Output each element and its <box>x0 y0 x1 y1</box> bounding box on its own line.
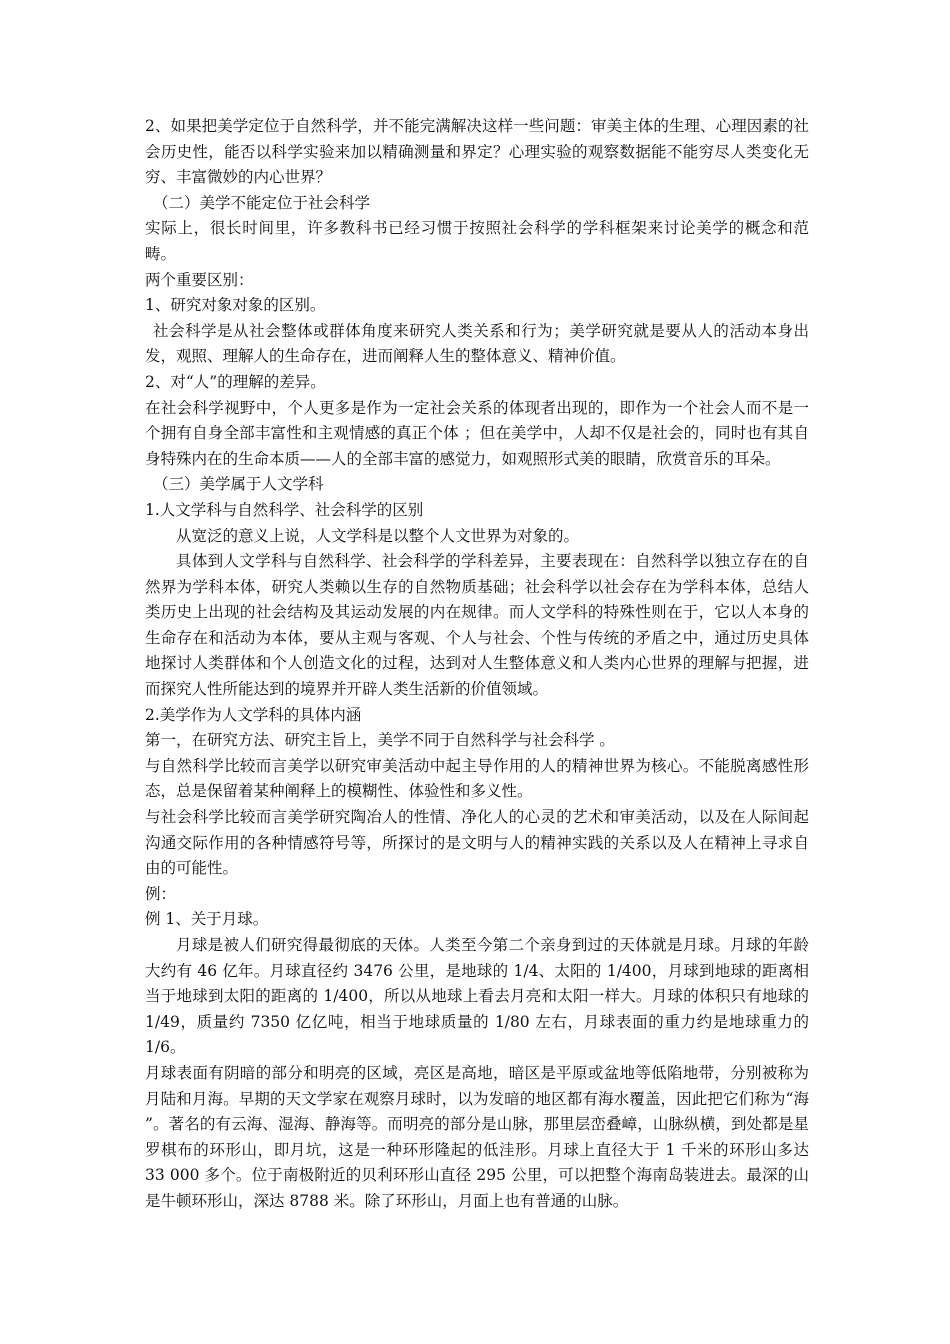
paragraph: （二）美学不能定位于社会科学 <box>153 193 371 212</box>
paragraph: 1、研究对象对象的区别。 <box>145 296 326 315</box>
document-page <box>145 114 809 1215</box>
paragraph: 两个重要区别： <box>145 270 254 289</box>
paragraph: 例 1、关于月球。 <box>145 910 269 929</box>
paragraph: 第一，在研究方法、研究主旨上，美学不同于自然科学与社会科学 。 <box>145 731 615 750</box>
paragraph: 月球是被人们研究得最彻底的天体。人类至今第二个亲身到过的天体就是月球。月球的年龄大约有 46 亿年。月球直径约 3476 公里，是地球的 1/4、太阳的 1/400，月球到地球的距离相当于地球到太阳的距离的 1/400，所以从地球上看去月亮和太阳一样大。月球的体积只有地球的 1/49，质量约 7350 亿亿吨，相当于地球质量的 1/80 左右，月球表面的重力约是地球重力的 1/6。 <box>145 936 809 1057</box>
paragraph: 2、如果把美学定位于自然科学，并不能完满解决这样一些问题：审美主体的生理、心理因素的社会历史性，能否以科学实验来加以精确测量和界定？心理实验的观察数据能不能穷尽人类变化无穷、丰富微妙的内心世界？ <box>145 117 809 187</box>
paragraph: 在社会科学视野中，个人更多是作为一定社会关系的体现者出现的，即作为一个社会人而不是一个拥有自身全部丰富性和主观情感的真正个体 ；但在美学中，人却不仅是社会的，同时也有其自身特殊内在的生命本质——人的全部丰富的感觉力，如观照形式美的眼睛，欣赏音乐的耳朵。 <box>145 398 809 468</box>
paragraph: （三）美学属于人文学科 <box>153 475 324 494</box>
paragraph: 例： <box>145 884 177 903</box>
paragraph: 2、对“人”的理解的差异。 <box>145 372 326 391</box>
paragraph: 2.美学作为人文学科的具体内涵 <box>145 705 362 724</box>
paragraph: 1.人文学科与自然科学、社会科学的区别 <box>145 500 424 519</box>
paragraph: 具体到人文学科与自然科学、社会科学的学科差异，主要表现在：自然科学以独立存在的自然界为学科本体，研究人类赖以生存的自然物质基础；社会科学以社会存在为学科本体，总结人类历史上出现的社会结构及其运动发展的内在规律。而人文学科的特殊性则在于，它以人本身的生命存在和活动为本体，要从主观与客观、个人与社会、个性与传统的矛盾之中，通过历史具体地探讨人类群体和个人创造文化的过程，达到对人生整体意义和人类内心世界的理解与把握，进而探究人性所能达到的境界并开辟人类生活新的价值领域。 <box>145 552 809 699</box>
paragraph: 与自然科学比较而言美学以研究审美活动中起主导作用的人的精神世界为核心。不能脱离感性形态，总是保留着某种阐释上的模糊性、体验性和多义性。 <box>145 756 809 801</box>
paragraph: 从宽泛的意义上说，人文学科是以整个人文世界为对象的。 <box>176 526 580 545</box>
paragraph: 实际上，很长时间里，许多教科书已经习惯于按照社会科学的学科框架来讨论美学的概念和范畴。 <box>145 219 809 263</box>
paragraph: 社会科学是从社会整体或群体角度来研究人类关系和行为；美学研究就是要从人的活动本身出发，观照、理解人的生命存在，进而阐释人生的整体意义、精神价值。 <box>145 321 809 366</box>
paragraph: 与社会科学比较而言美学研究陶冶人的性情、净化人的心灵的艺术和审美活动，以及在人际间起沟通交际作用的各种情感符号等，所探讨的是文明与人的精神实践的关系以及人在精神上寻求自由的可能性。 <box>145 808 809 878</box>
paragraph: 月球表面有阴暗的部分和明亮的区域，亮区是高地，暗区是平原或盆地等低陷地带，分别被称为月陆和月海。早期的天文学家在观察月球时，以为发暗的地区都有海水覆盖，因此把它们称为“海 ”。著名的有云海、湿海、静海等。而明亮的部分是山脉，那里层峦叠嶂，山脉纵横，到处都是星罗棋布的环形山，即月坑，这是一种环形隆起的低洼形。月球上直径大于 1 千米的环形山多达 33 000 多个。位于南极附近的贝利环形山直径 295 公里，可以把整个海南岛装进去。最深的山是牛顿环形山，深达 8788 米。除了环形山，月面上也有普通的山脉。 <box>145 1063 809 1210</box>
